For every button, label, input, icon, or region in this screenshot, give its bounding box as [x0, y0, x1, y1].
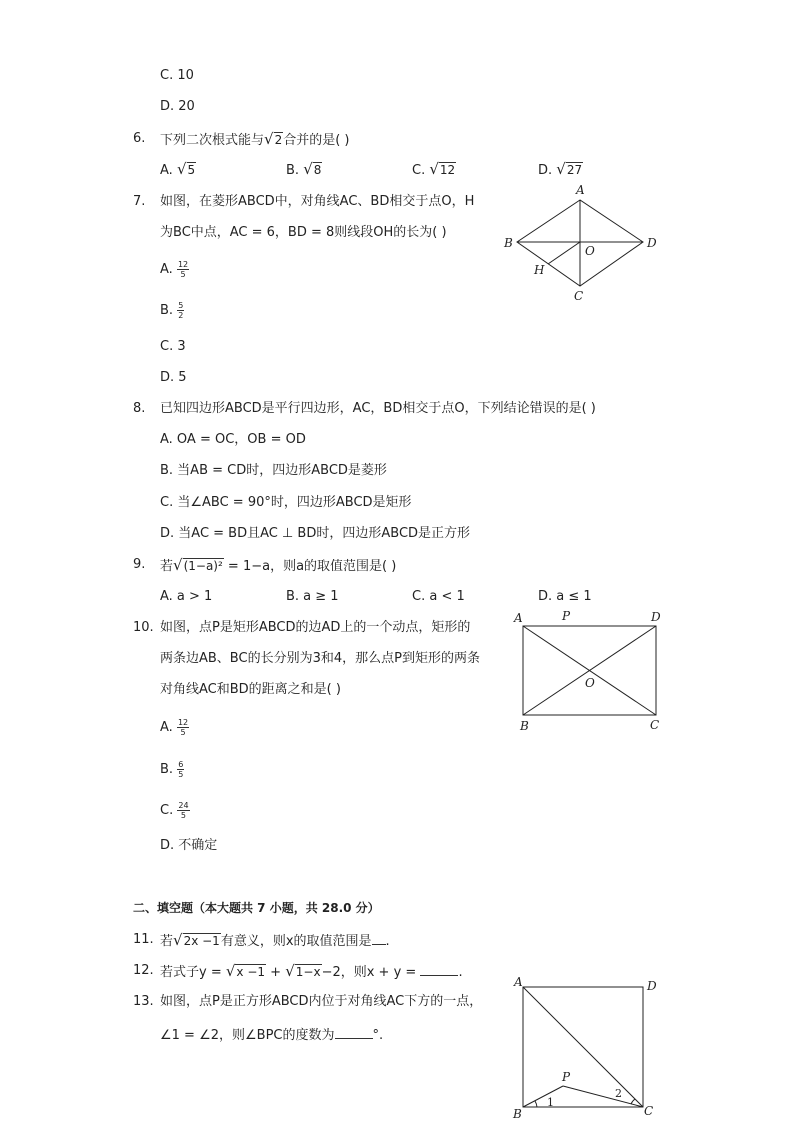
- sqrt-expression: √5: [176, 160, 196, 178]
- option-label: C.: [160, 803, 174, 818]
- radicand: 2: [274, 133, 283, 147]
- sqrt-expression: √2: [264, 130, 283, 148]
- q6-stem-part: 合并的是( ): [283, 133, 350, 148]
- label-h: H: [534, 263, 545, 277]
- sqrt-expression: √27: [556, 160, 583, 178]
- q10-number: 10.: [133, 620, 154, 635]
- q10-option-b: [160, 760, 184, 779]
- label-a: A: [514, 975, 523, 989]
- label-o: O: [585, 676, 595, 690]
- option-label: D.: [538, 163, 553, 178]
- q8-option-b: B. 当AB = CD时，四边形ABCD是菱形: [160, 463, 387, 478]
- fraction: [177, 760, 184, 779]
- q7-option-c: C. 3: [160, 339, 186, 354]
- label-c: C: [574, 289, 584, 303]
- q12-stem-part: .: [458, 965, 463, 980]
- label-c: C: [644, 1104, 654, 1118]
- q8-stem: 已知四边形ABCD是平行四边形，AC，BD相交于点O，下列结论错误的是( ): [160, 401, 596, 416]
- q9-stem-part: 若: [160, 559, 174, 574]
- angle-1-arc: [535, 1101, 537, 1107]
- answer-blank[interactable]: [372, 932, 386, 945]
- q10-stem-line3: 对角线AC和BD的距离之和是( ): [160, 682, 341, 697]
- segment-oh: [548, 242, 580, 264]
- denominator: 5: [180, 811, 186, 820]
- section-title: 二、填空题（本大题共 7 小题，共 28.0 分）: [133, 901, 380, 915]
- answer-blank[interactable]: [335, 1026, 373, 1039]
- q6-option-c: [412, 161, 456, 179]
- label-c: C: [650, 718, 660, 732]
- label-o: O: [585, 244, 595, 258]
- q6-option-b: [286, 161, 322, 179]
- label-p: P: [562, 1070, 571, 1084]
- q6-option-d: [538, 161, 583, 179]
- q10-option-d: D. 不确定: [160, 838, 218, 853]
- q12-stem: [160, 963, 463, 981]
- sqrt-expression: √x −1: [225, 962, 266, 980]
- radicand: x −1: [236, 965, 266, 979]
- numerator: 6: [178, 760, 184, 769]
- label-d: D: [647, 236, 657, 250]
- numerator: 24: [178, 801, 189, 810]
- denominator: 5: [178, 770, 184, 779]
- q9-option-b: B. a ≥ 1: [286, 589, 339, 604]
- radicand: 8: [313, 163, 322, 177]
- q9-option-a: A. a > 1: [160, 589, 213, 604]
- radicand: 1−x: [295, 965, 321, 979]
- fraction: [177, 260, 189, 279]
- label-d: D: [651, 610, 661, 624]
- q8-option-d: D. 当AC = BD且AC ⊥ BD时，四边形ABCD是正方形: [160, 526, 471, 541]
- option-label: B.: [160, 762, 174, 777]
- label-b: B: [504, 236, 513, 250]
- q10-stem-line1: 如图，点P是矩形ABCD的边AD上的一个动点，矩形的: [160, 620, 471, 635]
- fraction: [177, 718, 189, 737]
- radicand: 5: [187, 163, 196, 177]
- segment-bp: [523, 1086, 563, 1107]
- fraction: [177, 801, 189, 820]
- q12-stem-part: −2，则x + y =: [321, 965, 421, 980]
- numerator: 5: [178, 301, 184, 310]
- q7-stem-line2: 为BC中点，AC = 6，BD = 8则线段OH的长为( ): [160, 225, 447, 240]
- numerator: 12: [177, 260, 189, 269]
- q12-stem-part: +: [266, 965, 286, 980]
- q7-option-b: [160, 301, 184, 320]
- label-p: P: [562, 609, 571, 623]
- q8-option-c: C. 当∠ABC = 90°时，四边形ABCD是矩形: [160, 495, 412, 510]
- label-angle-1: 1: [547, 1096, 554, 1109]
- q7-stem-line1: 如图，在菱形ABCD中，对角线AC、BD相交于点O，H: [160, 194, 475, 209]
- q6-number: 6.: [133, 131, 146, 146]
- sqrt-expression: √1−x: [285, 962, 321, 980]
- q11-number: 11.: [133, 932, 154, 947]
- q11-stem-part: 若: [160, 934, 174, 949]
- q10-option-a: [160, 718, 189, 737]
- label-a: A: [576, 183, 585, 197]
- option-label: C.: [412, 163, 426, 178]
- q13-stem-line1: 如图，点P是正方形ABCD内位于对角线AC下方的一点，: [160, 994, 483, 1009]
- q10-stem-line2: 两条边AB、BC的长分别为3和4，那么点P到矩形的两条: [160, 651, 480, 666]
- q9-option-c: C. a < 1: [412, 589, 465, 604]
- q7-rhombus-figure: [500, 180, 665, 305]
- radicand: (1−a)²: [183, 559, 223, 573]
- q11-stem-part: 有意义，则x的取值范围是: [220, 934, 372, 949]
- q13-square-figure: [505, 972, 670, 1122]
- q9-option-d: D. a ≤ 1: [538, 589, 592, 604]
- q11-stem-part: .: [385, 934, 390, 949]
- option-label: A.: [160, 262, 173, 277]
- q8-option-a: A. OA = OC，OB = OD: [160, 432, 306, 447]
- q12-stem-part: 若式子y =: [160, 965, 226, 980]
- diagonal-ac: [523, 987, 643, 1107]
- radicand: 27: [566, 163, 583, 177]
- q13-stem-part: °.: [372, 1028, 384, 1043]
- radicand: 2x −1: [183, 934, 220, 948]
- q10-option-c: [160, 801, 190, 820]
- denominator: 2: [178, 311, 184, 320]
- q10-rectangle-figure: [508, 605, 668, 735]
- radicand: 12: [439, 163, 456, 177]
- denominator: 5: [180, 728, 186, 737]
- q6-stem-part: 下列二次根式能与: [160, 133, 265, 148]
- q13-stem-line2: [160, 1026, 383, 1044]
- denominator: 5: [180, 270, 186, 279]
- sqrt-expression: √2x −1: [173, 931, 220, 949]
- label-a: A: [514, 611, 523, 625]
- fraction: [177, 301, 184, 320]
- q13-number: 13.: [133, 994, 154, 1009]
- option-label: B.: [286, 163, 300, 178]
- q9-number: 9.: [133, 557, 146, 572]
- answer-blank[interactable]: [420, 963, 458, 976]
- q6-stem: [160, 131, 350, 149]
- option-label: A.: [160, 720, 173, 735]
- q8-number: 8.: [133, 401, 146, 416]
- q6-option-a: [160, 161, 196, 179]
- q9-stem-part: = 1−a，则a的取值范围是( ): [223, 559, 397, 574]
- option-label: B.: [160, 303, 174, 318]
- sqrt-expression: √8: [303, 160, 322, 178]
- q7-option-d: D. 5: [160, 370, 187, 385]
- q5-option-d: D. 20: [160, 99, 195, 114]
- q13-stem-part: ∠1 = ∠2，则∠BPC的度数为: [160, 1028, 335, 1043]
- sqrt-expression: √(1−a)²: [173, 556, 223, 574]
- q5-option-c: C. 10: [160, 68, 194, 83]
- q9-stem: [160, 557, 396, 575]
- label-b: B: [520, 719, 529, 733]
- sqrt-expression: √12: [429, 160, 456, 178]
- q7-number: 7.: [133, 194, 146, 209]
- angle-2-arc: [631, 1099, 635, 1104]
- option-label: A.: [160, 163, 173, 178]
- label-b: B: [513, 1107, 522, 1121]
- label-d: D: [647, 979, 657, 993]
- q11-stem: [160, 932, 390, 950]
- q12-number: 12.: [133, 963, 154, 978]
- numerator: 12: [177, 718, 189, 727]
- label-angle-2: 2: [615, 1087, 622, 1100]
- q7-option-a: [160, 260, 189, 279]
